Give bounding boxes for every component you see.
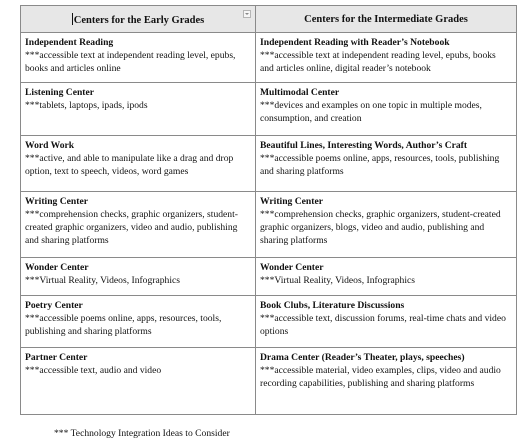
center-name: Word Work	[25, 140, 75, 151]
center-name: Independent Reading with Reader’s Notebook	[260, 37, 450, 48]
center-description: ***Virtual Reality, Videos, Infographics	[260, 275, 415, 286]
table-cell-early[interactable]	[21, 136, 256, 192]
header-early-grades[interactable]	[21, 6, 256, 33]
center-name: Wonder Center	[25, 262, 89, 273]
table-cell-intermediate[interactable]	[256, 296, 517, 348]
center-description: ***accessible text at independent reading level, epubs, books and articles online	[25, 50, 236, 74]
center-description: ***accessible text at independent reading level, epubs, books and articles online, digital reader’s notebook	[260, 50, 496, 74]
header-early-grades-label: Centers for the Early Grades	[73, 14, 205, 26]
table-row	[21, 348, 517, 415]
table-cell-intermediate[interactable]	[256, 83, 517, 136]
center-name: Wonder Center	[260, 262, 324, 273]
footnote: *** Technology Integration Ideas to Consider	[54, 428, 230, 439]
center-description: ***Virtual Reality, Videos, Infographics	[25, 275, 180, 286]
center-name: Drama Center (Reader’s Theater, plays, speeches)	[260, 352, 465, 363]
table-cell-intermediate[interactable]	[256, 33, 517, 83]
center-description: ***accessible poems online, apps, resources, tools, publishing and sharing platforms	[25, 313, 222, 337]
center-description: ***comprehension checks, graphic organizers, student-created graphic organizers, video and audio, publishing and sharing platforms	[25, 209, 238, 246]
center-description: ***tablets, laptops, ipads, ipods	[25, 100, 148, 111]
center-name: Listening Center	[25, 87, 95, 98]
center-name: Partner Center	[25, 352, 88, 363]
table-cell-intermediate[interactable]	[256, 348, 517, 415]
center-name: Book Clubs, Literature Discussions	[260, 300, 405, 311]
center-name: Writing Center	[25, 196, 88, 207]
center-description: ***accessible material, video examples, clips, video and audio recording capabilities, publishing and sharing platforms	[260, 365, 501, 389]
center-description: ***active, and able to manipulate like a drag and drop option, text to speech, videos, word games	[25, 153, 234, 177]
center-description: ***accessible poems online, apps, resources, tools, publishing and sharing platforms	[260, 153, 500, 177]
header-intermediate-grades[interactable]	[256, 6, 517, 33]
header-intermediate-grades-label: Centers for the Intermediate Grades	[304, 13, 468, 25]
centers-table	[20, 5, 517, 415]
center-name: Independent Reading	[25, 37, 114, 48]
table-row	[21, 258, 517, 296]
center-description: ***comprehension checks, graphic organizers, student-created graphic organizers, blogs, video and audio, publishing and sharing platforms	[260, 209, 501, 246]
table-cell-early[interactable]	[21, 348, 256, 415]
table-row	[21, 136, 517, 192]
table-cell-intermediate[interactable]	[256, 192, 517, 258]
center-description: ***accessible text, discussion forums, real-time chats and video options	[260, 313, 506, 337]
center-name: Multimodal Center	[260, 87, 340, 98]
table-row	[21, 83, 517, 136]
table-header-row	[21, 6, 517, 33]
table-row	[21, 296, 517, 348]
table-row	[21, 192, 517, 258]
table-cell-intermediate[interactable]	[256, 136, 517, 192]
table-cell-early[interactable]	[21, 33, 256, 83]
document-body	[20, 5, 516, 415]
table-cell-intermediate[interactable]	[256, 258, 517, 296]
table-row	[21, 33, 517, 83]
center-description: ***devices and examples on one topic in multiple modes, consumption, and creation	[260, 100, 482, 124]
cell-dropdown-handle-icon[interactable]	[243, 10, 251, 18]
table-cell-early[interactable]	[21, 192, 256, 258]
center-name: Writing Center	[260, 196, 323, 207]
text-cursor-icon	[72, 13, 73, 25]
center-description: ***accessible text, audio and video	[25, 365, 162, 376]
center-name: Poetry Center	[25, 300, 83, 311]
table-cell-early[interactable]	[21, 258, 256, 296]
table-cell-early[interactable]	[21, 83, 256, 136]
table-cell-early[interactable]	[21, 296, 256, 348]
center-name: Beautiful Lines, Interesting Words, Author’s Craft	[260, 140, 468, 151]
